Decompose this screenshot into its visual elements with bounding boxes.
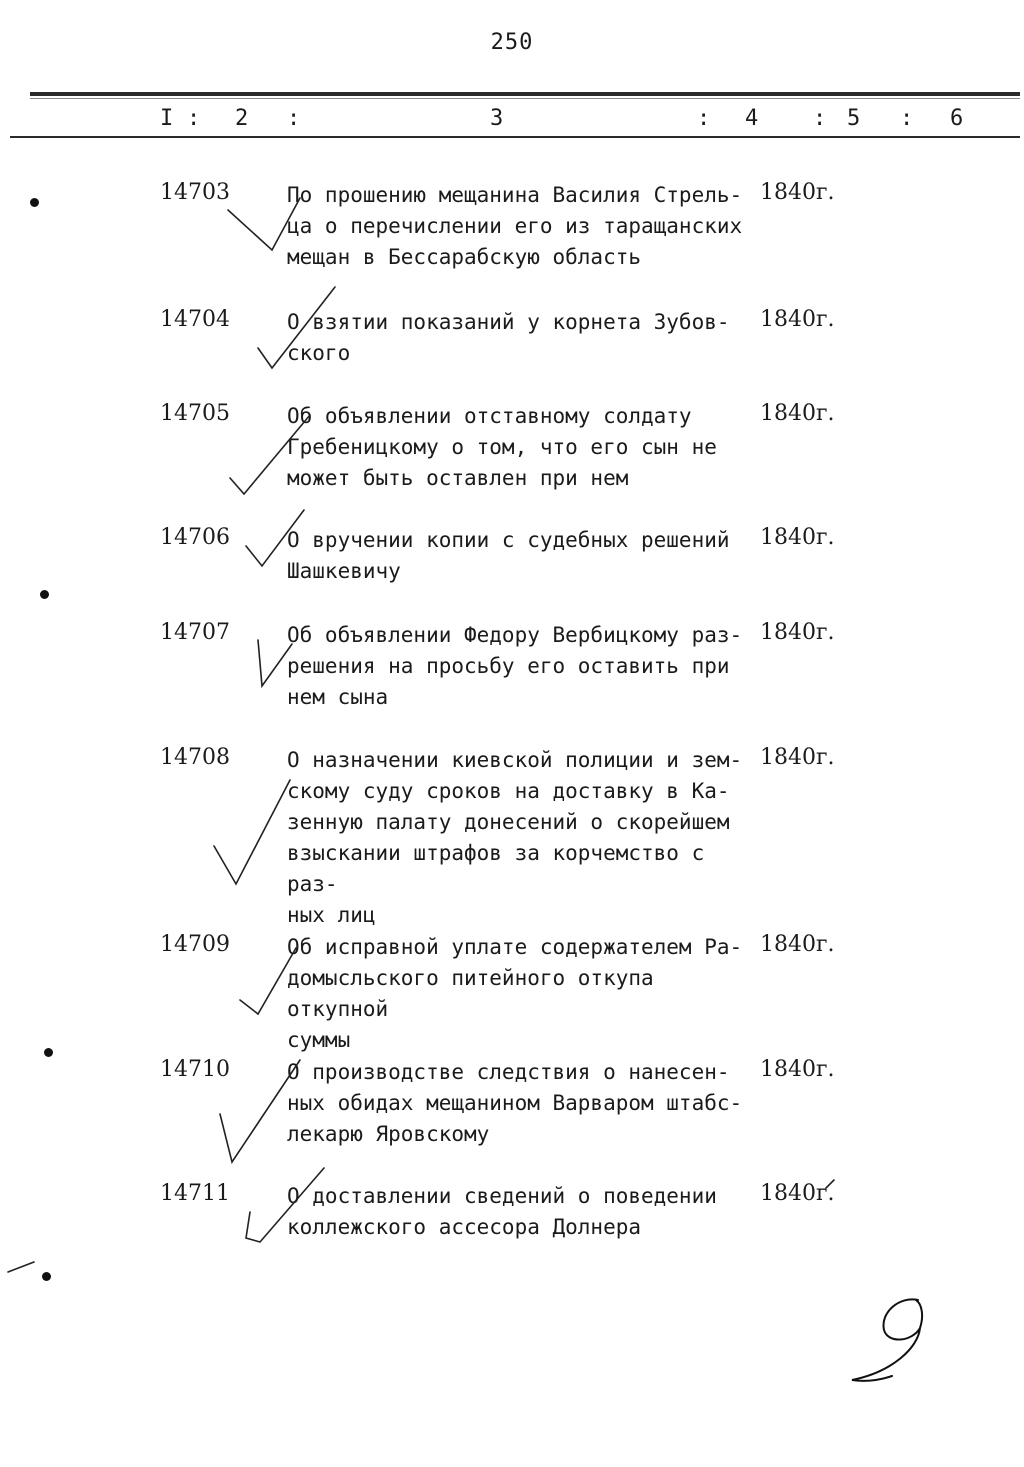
- record-text: О назначении киевской полиции и зем- скому суду сроков на доставку в Ка- зенную палату донесений о скорейшем взыскании штрафов за корчемство с раз- ных лиц: [287, 748, 743, 927]
- record-text: О производстве следствия о нанесен- ных обидах мещанином Варваром штабс- лекарю Яровскому: [287, 1060, 743, 1146]
- column-1-label: I: [160, 106, 174, 131]
- record-number: 14711: [160, 1181, 230, 1206]
- record-number: 14706: [160, 525, 230, 550]
- column-3-label: 3: [490, 106, 504, 131]
- record-text: По прошению мещанина Василия Стрель- ца о перечислении его из таращанских мещан в Бессарабскую область: [287, 183, 743, 269]
- record-number: 14703: [160, 180, 230, 205]
- record-text: Об исправной уплате содержателем Ра- домысльского питейного откупа откупной суммы: [287, 935, 743, 1052]
- record-text: О вручении копии с судебных решений Шашкевичу: [287, 528, 730, 583]
- column-separator: :: [900, 106, 914, 131]
- column-2-label: 2: [235, 106, 249, 131]
- column-6-label: 6: [950, 106, 964, 131]
- record-number: 14705: [160, 401, 230, 426]
- record-year: 1840г.: [760, 401, 835, 426]
- record-number: 14704: [160, 307, 230, 332]
- record-year: 1840г.: [760, 307, 835, 332]
- record-number: 14709: [160, 932, 230, 957]
- record-text: О взятии показаний у корнета Зубов- ского: [287, 310, 730, 365]
- page-number: 250: [490, 30, 534, 55]
- column-4-label: 4: [745, 106, 759, 131]
- record-text: Об объявлении отставному солдату Гребеницкому о том, что его сын не может быть оставлен при нем: [287, 404, 717, 490]
- record-year: 1840г.: [760, 1057, 835, 1082]
- record-number: 14707: [160, 620, 230, 645]
- record-number: 14708: [160, 745, 230, 770]
- record-year: 1840г.: [760, 745, 835, 770]
- record-year: 1840г.: [760, 932, 835, 957]
- column-5-label: 5: [847, 106, 861, 131]
- record-text: О доставлении сведений о поведении коллежского ассесора Долнера: [287, 1184, 717, 1239]
- column-separator: :: [287, 106, 301, 131]
- column-separator: :: [813, 106, 827, 131]
- handwritten-nine-icon: [852, 1299, 922, 1380]
- record-year: 1840г.: [760, 525, 835, 550]
- record-number: 14710: [160, 1057, 230, 1082]
- column-separator: :: [697, 106, 711, 131]
- record-year: 1840г.: [760, 620, 835, 645]
- record-year: 1840г.: [760, 180, 835, 205]
- record-text: Об объявлении Федору Вербицкому раз- решения на просьбу его оставить при нем сына: [287, 623, 743, 709]
- column-separator: :: [187, 106, 201, 131]
- record-year: 1840г.: [760, 1181, 835, 1206]
